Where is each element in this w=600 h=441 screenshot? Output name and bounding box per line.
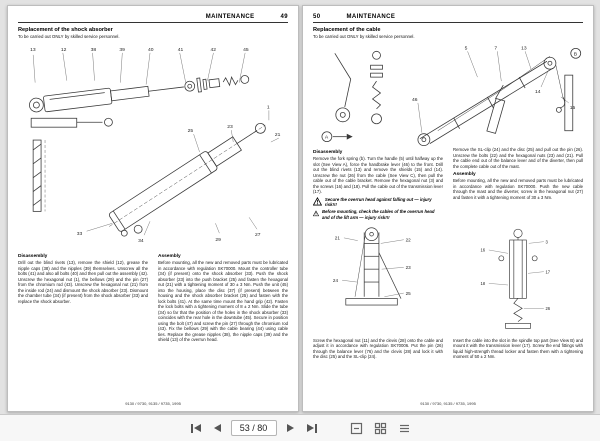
fit-page-button[interactable]	[348, 420, 365, 437]
callout-number: 39	[119, 47, 125, 53]
callout-number: 15	[570, 105, 576, 111]
page-right	[302, 5, 594, 412]
header-title: MAINTENANCE	[205, 14, 255, 20]
callout-number: 46	[412, 97, 418, 103]
callout-number: 13	[521, 46, 527, 52]
warning-note	[313, 209, 443, 220]
callout-number: 13	[30, 47, 36, 53]
thumbnails-icon	[374, 422, 387, 435]
section-subtitle: To be carried out ONLY by skilled service personnel.	[18, 34, 120, 39]
disassembly-heading: Disassembly	[18, 254, 48, 259]
callout-number: 41	[177, 47, 184, 53]
assembly-text: Before mounting, all the new and removed parts must be lubricated in accordance with regulation SK70000. Mount the controller tube (34) (if present) onto the shock absorber (33). Push the shock absorber (23) into the push bracket (25) and fasten the hexagonal nut (21) with a tightening moment of 30 ± 3 Nm. Push the unit (45) into the housing, place the disc (37) (if present) between the housing and the shock absorber bracket (25) and fasten with the lock bolts (41). At the same time mount the hand grip (42). Fasten the lock bolts with a tightening moment of 8 ± 2 Nm. Slide the tube (34) so far that the position of the holes in the shock absorber (33) coincides with the rear hole in the downtube (45). Secure in position using the bolt (47) and screw the pin (27) through the chromium rod (43). Fix the bellows (29) with the cable bearing (44) using cable ties. Replace the grease nipples (38), the nipple caps (39) and the shield (13) of the overrun head.	[158, 260, 288, 342]
removal-text: Remove the SL-clip (24) and the disc (25) and pull out the pin (26). Unscrew the bolts (22) and the hexagonal nuts (23) and (21). Pull the cable end out of the balance lever and of the diverter, then pull the complete cable out of the mast.	[453, 147, 583, 169]
first-page-icon	[191, 424, 193, 433]
callout-number: 14	[535, 90, 541, 96]
callout-number: 40	[148, 47, 154, 53]
page-number: 50	[313, 14, 321, 20]
callout-number: 45	[243, 47, 249, 53]
callout-number: 23	[227, 125, 233, 131]
warning-note	[313, 197, 443, 208]
callout-number: 12	[60, 47, 67, 53]
thumbnails-button[interactable]	[372, 420, 389, 437]
callout-number: 21	[274, 133, 281, 139]
callout-number: 1	[266, 105, 270, 111]
arrow-left-icon	[194, 424, 201, 432]
spindle-cable-assembly-diagram	[463, 225, 573, 335]
arrow-right-icon	[287, 424, 294, 432]
page-left	[7, 5, 299, 412]
last-page-button[interactable]	[304, 422, 320, 435]
callout-number: 25	[405, 290, 411, 296]
callout-number: 24	[332, 277, 339, 283]
fit-page-icon	[350, 422, 363, 435]
first-page-button[interactable]	[188, 422, 204, 435]
page-number: 49	[280, 14, 288, 20]
warning-icon	[313, 197, 322, 206]
bottom-text-right: Insert the cable into the slot in the spindle top part (See View B) and mount it with the transmission lever (17). Screw the end fittings with liquid high-strength thread locker and fasten them with a tightening moment of 50 ± 2 Nm.	[453, 337, 583, 360]
callout-number: 34	[138, 239, 144, 245]
cable-boom-diagram	[408, 41, 583, 147]
callout-number: 22	[405, 237, 411, 243]
viewer-toolbar	[0, 414, 600, 441]
page-header	[313, 14, 583, 23]
view-label: A	[324, 135, 329, 141]
disassembly-text: Remove the fork spring (b). Turn the handle (5) until halfway up the slot (See View A), force the handbrake lever (46) to the front. Drill out the blind rivets (13) and remove the shields (15) and (14). Unscrew the nut (26) from the cable (See View C), then pull the cable out of the cable bracket. Remove the hexagonal nut (3) and the screws (16) and (18). Pull the cable out of the transmission lever (17).	[313, 156, 443, 194]
warning-icon	[313, 209, 319, 218]
section-title: Replacement of the shock absorber	[18, 27, 113, 33]
prev-page-button[interactable]	[211, 422, 224, 434]
assembly-text: Before mounting, all the new and removed parts must be lubricated in accordance with regulation SK70000. Push the new cable through the mast and the diverter, screw in the hexagonal nut (27) and fasten it with a tightening moment of 30 ± 3 Nm.	[453, 178, 583, 200]
disassembly-text: Drill out the blind rivets (13), remove the shield (12), grease the nipple caps (38) and the nipples (39) themselves. Unscrew all the bolts (41) and also all bolts (40) and then pull out the assembly (42). Unscrew the hexagonal nut (1), the bellows (29) and the pin (27) from the chromium rod (43). Unscrew the hexagonal nut (21) from the inside rod (24) and dismount the shock absorber (23). Dismount the chamber tube (34) (if present) from the shock absorber (33) and replace the shock absorber.	[18, 260, 148, 304]
callout-number: 18	[480, 280, 486, 286]
arrow-right-icon	[307, 424, 314, 432]
callout-number: 42	[210, 47, 216, 53]
callout-number: 3	[545, 239, 548, 245]
callout-number: 21	[334, 235, 340, 241]
mast-pulley-diagram	[323, 225, 433, 317]
menu-button[interactable]	[396, 420, 413, 437]
shock-absorber-exploded-diagram	[18, 41, 290, 251]
section-subtitle: To be carried out ONLY by skilled service personnel.	[313, 34, 415, 39]
bottom-text-left: Screw the hexagonal nut (11) and the clevis (28) onto the cable and adjust it in accordance with regulation SK70006. Put the pin (26) through the balance lever (76) and the clevis (28) and lock it with the disc (25) and the SL-clip (24).	[313, 337, 443, 360]
arrow-left-icon	[214, 424, 221, 432]
callout-number: 16	[480, 247, 486, 253]
callout-number: 29	[215, 238, 221, 244]
callout-number: 26	[545, 305, 551, 311]
callout-number: 7	[494, 46, 498, 52]
warning-text: Before mounting, check the cables of the overrun head and of the lift arm — injury risk!!!	[322, 209, 435, 220]
callout-number: 33	[76, 232, 83, 238]
assembly-heading: Assembly	[453, 172, 476, 177]
callout-number: 38	[90, 47, 97, 53]
callout-number: 25	[187, 129, 194, 135]
callout-number: 27	[255, 233, 261, 239]
section-title: Replacement of the cable	[313, 27, 381, 33]
callout-number: 17	[545, 269, 551, 275]
last-page-icon	[315, 424, 317, 433]
disassembly-heading: Disassembly	[313, 150, 343, 155]
header-title: MAINTENANCE	[346, 14, 396, 20]
assembly-heading: Assembly	[158, 254, 181, 259]
next-page-button[interactable]	[284, 422, 297, 434]
page-indicator[interactable]: 53 / 80	[231, 420, 277, 436]
page-footer: 9130 / 9730, 9135 / 9735, 1995	[125, 401, 181, 406]
callout-number: 5	[464, 46, 468, 52]
page-navigation	[188, 420, 413, 437]
page-header	[18, 14, 288, 23]
document-spread	[7, 5, 594, 412]
handbrake-lever-parts-diagram	[313, 41, 404, 147]
warning-text: Secure the overrun head against falling out — injury risk!!!	[324, 196, 432, 207]
view-label: B	[574, 52, 578, 58]
menu-icon	[398, 422, 411, 435]
page-footer: 9130 / 9730, 9135 / 9735, 1995	[420, 401, 476, 406]
callout-number: 23	[405, 265, 411, 271]
